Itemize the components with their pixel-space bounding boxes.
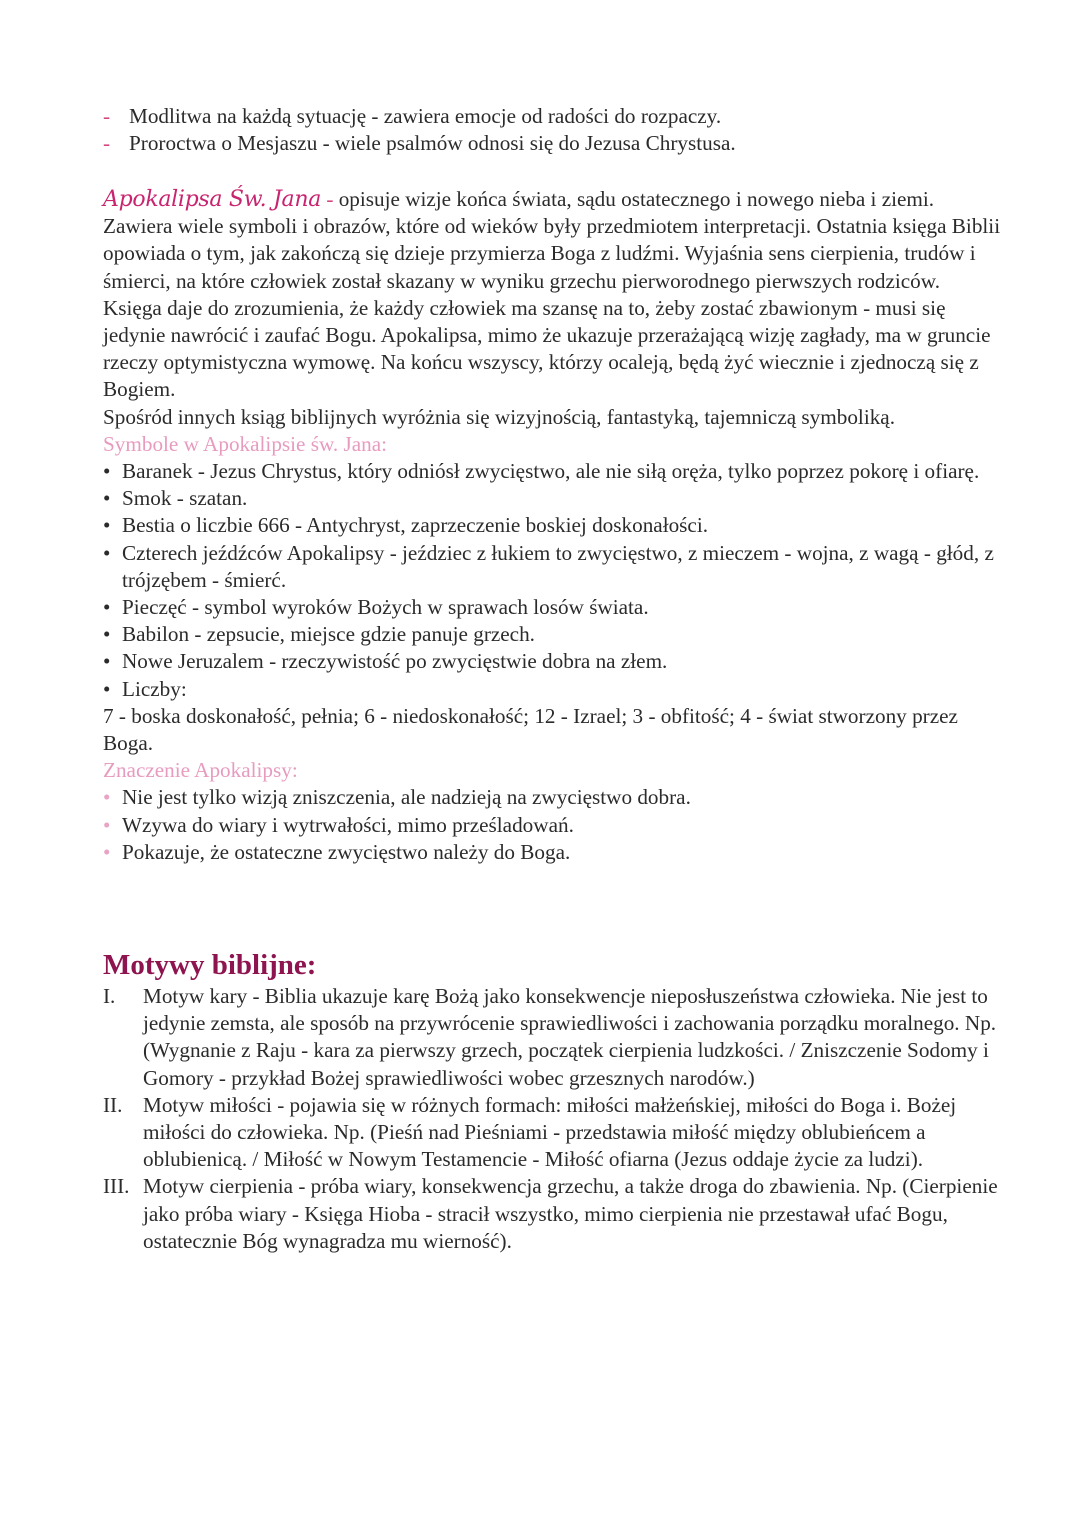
bullet-marker: •: [103, 595, 111, 620]
bullet-marker: •: [103, 785, 111, 810]
list-item-text: Motyw kary - Biblia ukazuje karę Bożą jako konsekwencje nieposłuszeństwa człowieka. Nie jest to jedynie zemsta, ale sposób na przywrócenie sprawiedliwości i zachowania porządku moralnego. Np. (Wygnanie z Raju - kara za pierwszy grzech, początek cierpienia ludzkości. / Zniszczenie Sodomy i Gomory - przykład Bożej sprawiedliwości wobec grzesznych narodów.): [143, 984, 997, 1090]
list-item-text: Nowe Jeruzalem - rzeczywistość po zwycięstwie dobra na złem.: [122, 649, 668, 674]
apocalypse-title: Apokalipsa Św. Jana: [103, 187, 322, 212]
list-item-text: Motyw miłości - pojawia się w różnych formach: miłości małżeńskiej, miłości do Boga i. Bożej miłości do człowieka. Np. (Pieśń nad Pieśniami - przedstawia miłość między oblubieńcem a oblubienicą. / Miłość w Nowym Testamencie - Miłość ofiarna (Jezus oddaje życie za ludzi).: [143, 1092, 957, 1172]
list-item: [103, 621, 1003, 648]
list-item: [103, 130, 1003, 157]
list-item: [103, 512, 1003, 539]
list-item-text: Motyw cierpienia - próba wiary, konsekwencja grzechu, a także droga do zbawienia. Np. (Cierpienie jako próba wiary - Księga Hioba - stracił wszystko, mimo cierpienia nie przestawał ufać Bogu, ostatecznie Bóg wynagradza mu wierność).: [143, 1174, 998, 1253]
bullet-marker: •: [103, 513, 111, 538]
list-item: [103, 594, 1003, 621]
bullet-marker: •: [103, 676, 111, 701]
list-item-text: Wzywa do wiary i wytrwałości, mimo prześladowań.: [122, 812, 574, 837]
list-item-text: Proroctwa o Mesjaszu - wiele psalmów odnosi się do Jezusa Chrystusa.: [129, 131, 736, 156]
bullet-marker: •: [103, 540, 111, 565]
list-item: [103, 784, 1003, 811]
bullet-marker: •: [103, 839, 111, 864]
apocalypse-section: [103, 186, 1003, 866]
motifs-list: [103, 983, 1003, 1255]
roman-numeral: I.: [103, 984, 116, 1008]
meaning-heading: Znaczenie Apokalipsy:: [103, 758, 298, 783]
list-item: [103, 458, 1003, 485]
list-item-text: Baranek - Jezus Chrystus, który odniósł zwycięstwo, ale nie siłą oręża, tylko poprzez pokorę i ofiarę.: [122, 459, 980, 484]
apocalypse-distinction: Spośród innych ksiąg biblijnych wyróżnia się wizyjnością, fantastyką, tajemniczą symboliką.: [103, 404, 895, 429]
list-item-text: Modlitwa na każdą sytuację - zawiera emocje od radości do rozpaczy.: [129, 104, 722, 128]
list-item: [103, 485, 1003, 512]
list-item: [103, 1092, 1003, 1174]
numbers-meaning: 7 - boska doskonałość, pełnia; 6 - niedoskonałość; 12 - Izrael; 3 - obfitość; 4 - świat stworzony przez Boga.: [103, 703, 958, 756]
title-separator: -: [321, 187, 339, 211]
list-item: [103, 540, 1003, 594]
list-item-text: Liczby:: [122, 676, 187, 701]
symbols-list: [103, 458, 1003, 703]
list-item: [103, 1173, 1003, 1255]
list-item: [103, 648, 1003, 675]
bullet-marker: •: [103, 812, 111, 837]
list-item-text: Bestia o liczbie 666 - Antychryst, zaprzeczenie boskiej doskonałości.: [122, 513, 709, 538]
list-item-text: Pokazuje, że ostateczne zwycięstwo należy do Boga.: [122, 839, 571, 864]
apocalypse-intro: opisuje wizje końca świata, sądu ostatecznego i nowego nieba i ziemi. Zawiera wiele symboli i obrazów, które od wieków były przedmiotem interpretacji. Ostatnia księga Biblii opowiada o tym, jak zakończą się dzieje przymierza Boga z ludźmi. Wyjaśnia sens cierpienia, trudów i śmierci, na które człowiek został skazany w wyniku grzechu pierworodnego pierwszych rodziców. Księga daje do zrozumienia, że każdy człowiek ma szansę na to, żeby zostać zbawionym - musi się jedynie nawrócić i zaufać Bogu. Apokalipsa, mimo że ukazuje przerażającą wizję zagłady, ma w gruncie rzeczy optymistyczna wymowę. Na końcu wszyscy, którzy ocaleją, będą żyć wiecznie i zjednoczą się z Bogiem.: [103, 187, 1001, 402]
symbols-heading: Symbole w Apokalipsie św. Jana:: [103, 431, 388, 456]
psalm-points-list: [103, 103, 1003, 157]
list-item-text: Czterech jeźdźców Apokalipsy - jeździec z łukiem to zwycięstwo, z mieczem - wojna, z wagą - głód, z trójzębem - śmierć.: [122, 540, 994, 592]
roman-numeral: III.: [103, 1174, 130, 1199]
bullet-marker: •: [103, 622, 111, 647]
meaning-list: [103, 784, 1003, 866]
roman-numeral: II.: [103, 1092, 123, 1117]
bullet-marker: •: [103, 459, 111, 484]
dash-marker: -: [103, 104, 111, 128]
list-item: [103, 839, 1003, 866]
list-item-text: Smok - szatan.: [122, 486, 248, 511]
motifs-heading: Motywy biblijne:: [103, 949, 317, 981]
list-item: [103, 676, 1003, 703]
bullet-marker: •: [103, 649, 111, 674]
list-item: [103, 812, 1003, 839]
list-item-text: Pieczęć - symbol wyroków Bożych w sprawach losów świata.: [122, 595, 649, 620]
list-item: [103, 983, 1003, 1092]
bullet-marker: •: [103, 486, 111, 511]
apocalypse-intro-paragraph: [103, 186, 1003, 404]
list-item-text: Nie jest tylko wizją zniszczenia, ale nadzieją na zwycięstwo dobra.: [122, 785, 691, 810]
dash-marker: -: [103, 131, 111, 156]
list-item: [103, 103, 1003, 130]
list-item-text: Babilon - zepsucie, miejsce gdzie panuje grzech.: [122, 622, 535, 647]
